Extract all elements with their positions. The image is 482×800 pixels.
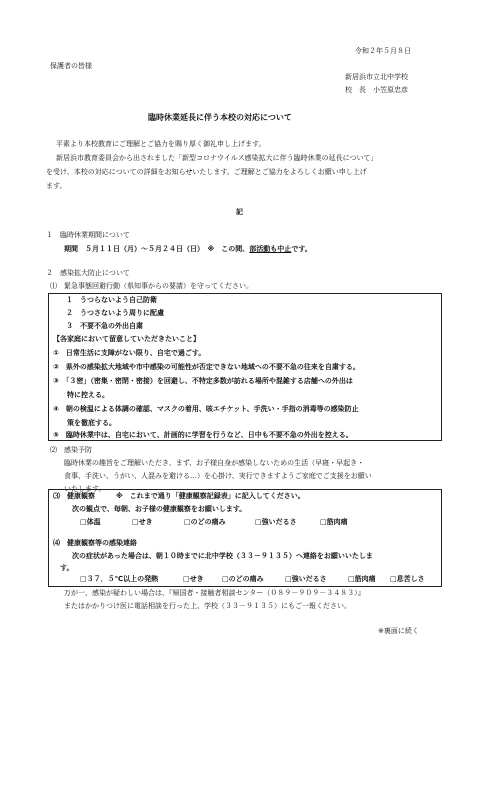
check-item: □筋肉痛 bbox=[348, 575, 376, 583]
check-item: □強いだるさ bbox=[285, 575, 327, 583]
principal-name: 校 長 小笠原忠彦 bbox=[345, 86, 408, 94]
intro-line: 平素より本校教育にご理解とご協力を賜り厚く御礼申し上げます。 bbox=[56, 140, 266, 148]
section1-heading: １ 臨時休業期間について bbox=[46, 231, 130, 239]
period-text: 期間 ５月１１日（月）～５月２４日（日） ※ この間、 bbox=[64, 245, 250, 253]
school-name: 新居浜市立北中学校 bbox=[345, 73, 408, 81]
home-item: ① 日常生活に支障がない限り、自宅で過ごす。 bbox=[53, 349, 206, 357]
home-item: ③ 「３密」（密集・密閉・密接）を回避し、不特定多数が訪れる場所や混雑する店舗への外出は bbox=[53, 377, 353, 385]
after-line: 万が一、感染が疑わしい場合は、『帰国者・接触者相談センター（０８９－９０９－３４８３）』 bbox=[64, 589, 365, 597]
addressee: 保護者の皆様 bbox=[50, 62, 92, 70]
home-item: ② 県外の感染拡大地域や市中感染の可能性が否定できない地域への不要不急の往来を自粛する。 bbox=[53, 363, 360, 371]
home-item: ⑤ 臨時休業中は、自宅において、計画的に学習を行うなど、日中も不要不急の外出を控える。 bbox=[53, 431, 353, 439]
check-item: □せき bbox=[183, 575, 204, 583]
period-end: です。 bbox=[291, 245, 312, 253]
sub3-line: 次の観点で、毎朝、お子様の健康観察をお願いします。 bbox=[72, 505, 247, 513]
section2-heading: ２ 感染拡大防止について bbox=[46, 269, 130, 277]
check-item: □せき bbox=[132, 518, 153, 526]
intro-line: を受け、本校の対応についての詳細をお知らせいたします。ご理解とご協力をよろしくお願い申し上げ bbox=[46, 168, 367, 176]
sub2-line: いたします。 bbox=[64, 485, 106, 493]
closure-period bbox=[64, 246, 312, 253]
home-item: 策を徹底する。 bbox=[53, 419, 116, 427]
date: 令和２年５月８日 bbox=[355, 47, 411, 55]
document-title: 臨時休業延長に伴う本校の対応について bbox=[148, 113, 292, 122]
check-item: □のどの痛み bbox=[222, 575, 264, 583]
after-line: またはかかりつけ医に電話相談を行った上、学校（３３－９１３５）にもご一報ください。 bbox=[64, 602, 351, 610]
check-item: □筋肉痛 bbox=[320, 518, 348, 526]
health-box bbox=[48, 489, 442, 587]
club-cancel-text: 部活動も中止 bbox=[249, 245, 292, 253]
check-item: □のどの痛み bbox=[184, 518, 226, 526]
sub1-heading: ⑴ 緊急事態回避行動（県知事からの要請）を守ってください。 bbox=[50, 282, 253, 290]
continued-note: ※裏面に続く bbox=[378, 627, 419, 635]
check-item: □強いだるさ bbox=[255, 518, 297, 526]
ki-heading: 記 bbox=[236, 208, 243, 216]
sub4-line: す。 bbox=[60, 564, 74, 572]
sub4-heading: ⑷ 健康観察等の感染連絡 bbox=[53, 539, 137, 547]
check-item: □息苦しさ bbox=[390, 575, 425, 583]
rule-item: ２ うつさないよう周りに配慮 bbox=[66, 309, 164, 317]
sub2-line: 臨時休業の趣旨をご理解いただき、まず、お子様自身が感染しないための生活（早寝・早起き・ bbox=[64, 459, 365, 467]
home-item: 特に控える。 bbox=[53, 391, 109, 399]
rule-item: １ うつらないよう自己防衛 bbox=[66, 296, 157, 304]
check-item: □３７．５℃以上の発熱 bbox=[80, 575, 159, 583]
sub2-heading: ⑵ 感染予防 bbox=[50, 446, 92, 454]
intro-line: 新居浜市教育委員会から出されました「新型コロナウイルス感染拡大に伴う臨時休業の延長について」 bbox=[56, 154, 378, 162]
intro-line: ます。 bbox=[46, 182, 67, 190]
check-item: □体温 bbox=[80, 518, 101, 526]
home-item: ④ 朝の検温による体調の確認、マスクの着用、咳エチケット、手洗い・手指の消毒等の感染防止 bbox=[53, 405, 359, 413]
rule-item: ３ 不要不急の外出自粛 bbox=[66, 322, 143, 330]
home-heading: 【各家庭において留意していただきたいこと】 bbox=[53, 335, 200, 343]
sub2-line: 食事、手洗い、うがい、人混みを避ける…）を心掛け、実行できますようご家庭でご支援をお願い bbox=[64, 472, 372, 480]
sub4-line: 次の症状があった場合は、朝１０時までに北中学校（３３－９１３５）へ連絡をお願いいたしま bbox=[72, 552, 373, 560]
sub3-heading: ⑶ 健康観察 ※ これまで通り「健康観察記録表」に記入してください。 bbox=[53, 492, 305, 500]
